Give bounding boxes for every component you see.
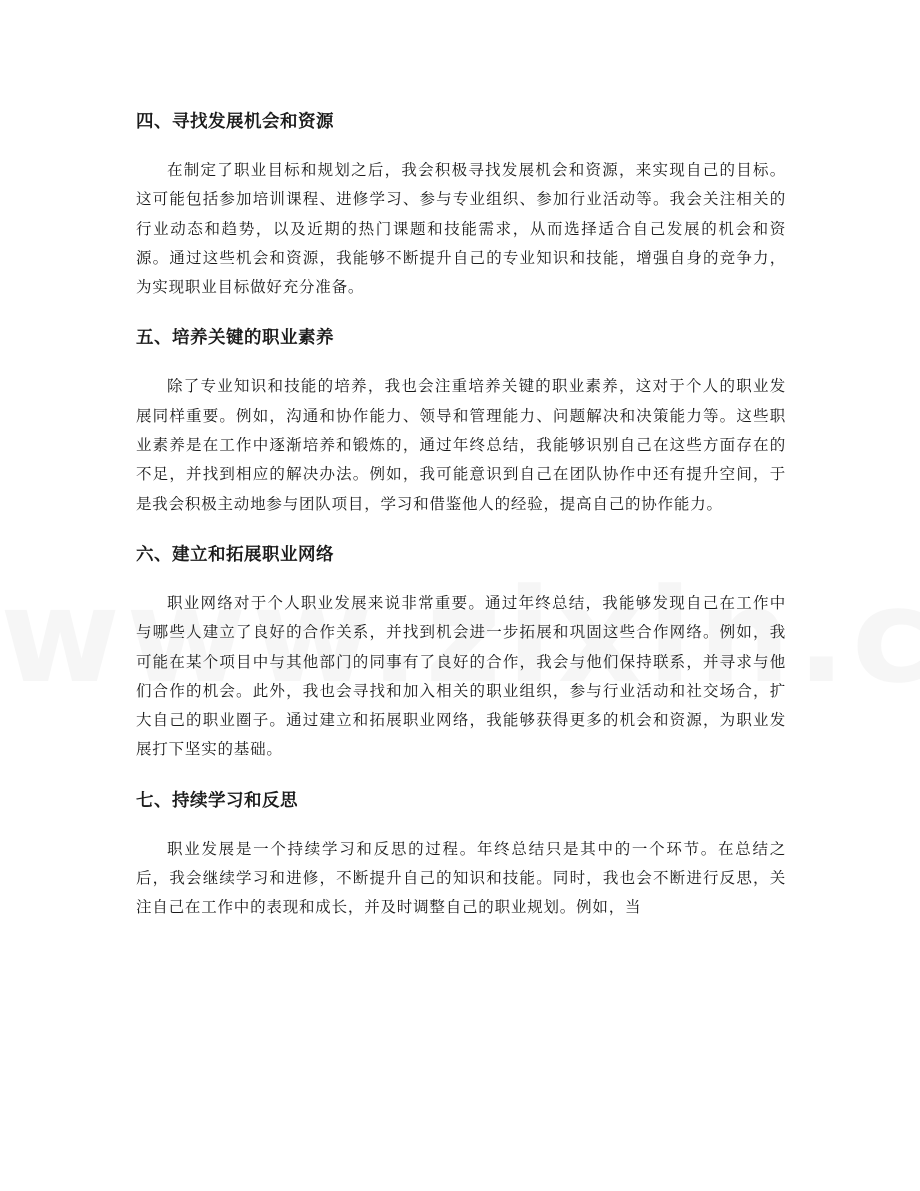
section-heading: 七、持续学习和反思	[136, 790, 298, 811]
section-heading: 五、培养关键的职业素养	[136, 328, 334, 349]
section-7	[136, 783, 786, 923]
section-heading: 六、建立和拓展职业网络	[136, 544, 334, 565]
section-5	[136, 320, 786, 518]
section-paragraph: 职业发展是一个持续学习和反思的过程。年终总结只是其中的一个环节。在总结之后，我会继续学习和进修，不断提升自己的知识和技能。同时，我也会不断进行反思，关注自己在工作中的表现和成长，并及时调整自己的职业规划。例如，当	[136, 839, 786, 917]
section-paragraph: 职业网络对于个人职业发展来说非常重要。通过年终总结，我能够发现自己在工作中与哪些人建立了良好的合作关系，并找到机会进一步拓展和巩固这些合作网络。例如，我可能在某个项目中与其他部门的同事有了良好的合作，我会与他们保持联系，并寻求与他们合作的机会。此外，我也会寻找和加入相关的职业组织，参与行业活动和社交场合，扩大自己的职业圈子。通过建立和拓展职业网络，我能够获得更多的机会和资源，为职业发展打下坚实的基础。	[136, 593, 786, 759]
section-paragraph: 除了专业知识和技能的培养，我也会注重培养关键的职业素养，这对于个人的职业发展同样重要。例如，沟通和协作能力、领导和管理能力、问题解决和决策能力等。这些职业素养是在工作中逐渐培养和锻炼的，通过年终总结，我能够识别自己在这些方面存在的不足，并找到相应的解决办法。例如，我可能意识到自己在团队协作中还有提升空间，于是我会积极主动地参与团队项目，学习和借鉴他人的经验，提高自己的协作能力。	[136, 377, 786, 513]
section-paragraph: 在制定了职业目标和规划之后，我会积极寻找发展机会和资源，来实现自己的目标。这可能包括参加培训课程、进修学习、参与专业组织、参加行业活动等。我会关注相关的行业动态和趋势，以及近期的热门课题和技能需求，从而选择适合自己发展的机会和资源。通过这些机会和资源，我能够不断提升自己的专业知识和技能，增强自身的竞争力，为实现职业目标做好充分准备。	[136, 161, 786, 297]
section-6	[136, 537, 786, 765]
section-4	[136, 104, 786, 302]
section-heading: 四、寻找发展机会和资源	[136, 112, 334, 132]
document-content	[136, 104, 786, 941]
